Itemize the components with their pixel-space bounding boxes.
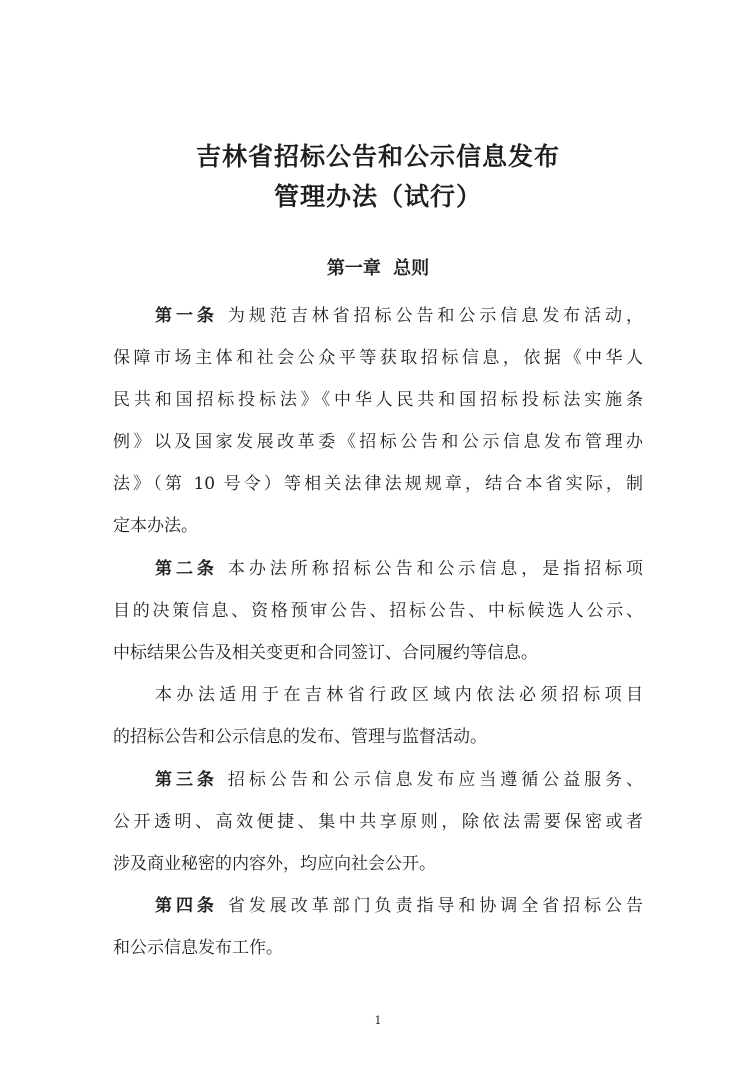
article-1-label: 第一条	[155, 306, 218, 326]
article-1-line-5: 法》（第 10 号令）等相关法律法规规章，结合本省实际，制	[113, 474, 643, 494]
article-3-label: 第三条	[155, 770, 218, 790]
article-2-para2-line-2: 的招标公告和公示信息的发布、管理与监督活动。	[113, 727, 487, 747]
article-3-line-2: 公开透明、高效便捷、集中共享原则，除依法需要保密或者	[113, 812, 643, 832]
article-3-text: 招标公告和公示信息发布应当遵循公益服务、	[227, 770, 643, 790]
article-4-line-1	[155, 893, 643, 919]
article-1-line-2: 保障市场主体和社会公众平等获取招标信息，依据《中华人	[113, 348, 643, 368]
article-1-text: 为规范吉林省招标公告和公示信息发布活动，	[227, 306, 643, 326]
article-4-line-2: 和公示信息发布工作。	[113, 938, 283, 958]
article-1-line-3: 民共和国招标投标法》《中华人民共和国招标投标法实施条	[113, 390, 643, 410]
article-3-line-1	[155, 767, 643, 793]
article-1-line-6: 定本办法。	[113, 516, 198, 536]
page-number: 1	[374, 1014, 382, 1027]
article-4-label: 第四条	[155, 896, 218, 916]
article-2-line-1	[155, 556, 643, 582]
article-2-line-2: 目的决策信息、资格预审公告、招标公告、中标候选人公示、	[113, 601, 643, 621]
document-title-line-2: 管理办法（试行）	[273, 182, 482, 211]
document-title-line-1: 吉林省招标公告和公示信息发布	[195, 142, 560, 171]
article-1-line-4: 例》以及国家发展改革委《招标公告和公示信息发布管理办	[113, 432, 643, 452]
article-4-text: 省发展改革部门负责指导和协调全省招标公告	[227, 896, 643, 916]
article-3-line-3: 涉及商业秘密的内容外，均应向社会公开。	[113, 854, 436, 874]
article-1-line-1	[155, 303, 643, 329]
chapter-heading: 第一章 总则	[326, 258, 430, 279]
article-2-label: 第二条	[155, 559, 218, 579]
article-2-para2-line-1: 本办法适用于在吉林省行政区域内依法必须招标项目	[155, 685, 643, 705]
article-2-text: 本办法所称招标公告和公示信息，是指招标项	[227, 559, 643, 579]
article-2-line-3: 中标结果公告及相关变更和合同签订、合同履约等信息。	[113, 643, 538, 663]
